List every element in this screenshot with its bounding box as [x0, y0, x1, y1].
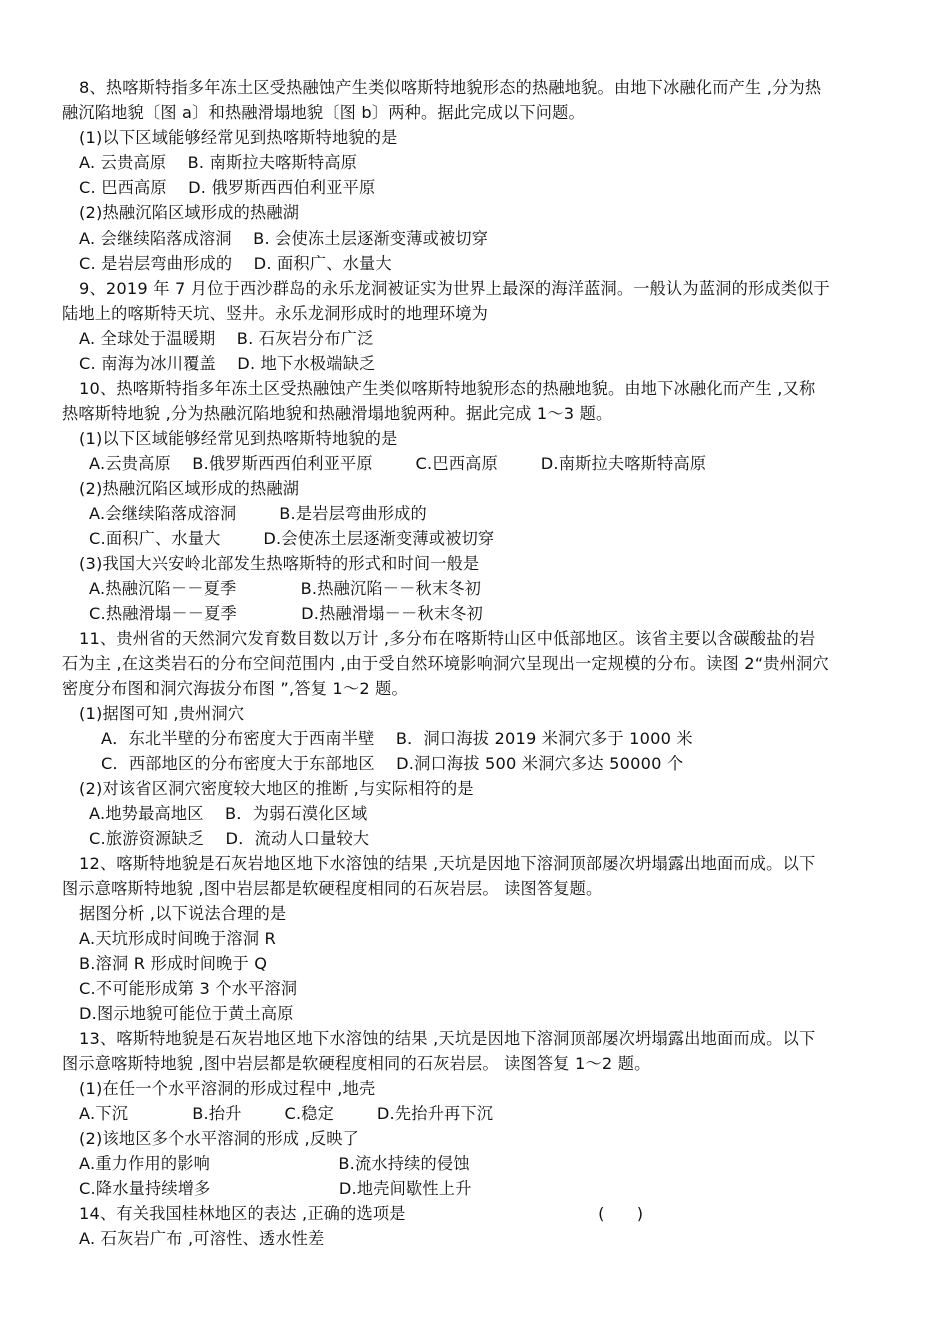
q12-stem-line2: 图示意喀斯特地貌 ,图中岩层都是软硬程度相同的石灰岩层。 读图答复题。	[62, 879, 603, 898]
q13-sub1-options: A.下沉 B.抬升 C.稳定 D.先抬升再下沉	[79, 1104, 494, 1123]
q13-sub2: (2)该地区多个水平溶洞的形成 ,反映了	[79, 1129, 360, 1148]
q10-sub2-options-ab: A.会继续陷落成溶洞 B.是岩层弯曲形成的	[89, 504, 427, 523]
q10-sub1: (1)以下区域能够经常见到热喀斯特地貌的是	[79, 429, 398, 448]
q8-stem-line1: 8、热喀斯特指多年冻土区受热融蚀产生类似喀斯特地貌形态的热融地貌。由地下冰融化而产生 ,分为热	[79, 78, 822, 97]
q10-sub3-options-ab: A.热融沉陷－－夏季 B.热融沉陷－－秋末冬初	[89, 579, 482, 598]
q10-stem-line2: 热喀斯特地貌 ,分为热融沉陷地貌和热融滑塌地貌两种。据此完成 1～3 题。	[62, 404, 613, 423]
q8-sub1: (1)以下区域能够经常见到热喀斯特地貌的是	[79, 128, 398, 147]
q11-sub2-options-ab: A.地势最高地区 B．为弱石漠化区域	[89, 804, 368, 823]
q11-sub2: (2)对该省区洞穴密度较大地区的推断 ,与实际相符的是	[79, 779, 474, 798]
q13-sub1: (1)在任一个水平溶洞的形成过程中 ,地壳	[79, 1079, 376, 1098]
q9-stem-line1: 9、2019 年 7 月位于西沙群岛的永乐龙洞被证实为世界上最深的海洋蓝洞。一般认为蓝洞的形成类似于	[79, 279, 830, 298]
q12-option-c: C.不可能形成第 3 个水平溶洞	[79, 979, 298, 998]
q8-sub2-options-ab: A. 会继续陷落成溶洞 B. 会使冻土层逐渐变薄或被切穿	[79, 229, 489, 248]
q8-sub1-options-cd: C. 巴西高原 D. 俄罗斯西西伯利亚平原	[79, 178, 376, 197]
q10-sub3-options-cd: C.热融滑塌－－夏季 D.热融滑塌－－秋末冬初	[89, 604, 483, 623]
q14-stem: 14、有关我国桂林地区的表达 ,正确的选项是 ( )	[79, 1204, 644, 1223]
q11-sub1-options-ab: A．东北半壁的分布密度大于西南半壁 B．洞口海拔 2019 米洞穴多于 1000 米	[101, 729, 693, 748]
q10-sub3: (3)我国大兴安岭北部发生热喀斯特的形式和时间一般是	[79, 554, 480, 573]
q13-stem-line1: 13、喀斯特地貌是石灰岩地区地下水溶蚀的结果 ,天坑是因地下溶洞顶部屡次坍塌露出地面而成。以下	[79, 1029, 816, 1048]
q12-option-a: A.天坑形成时间晚于溶洞 R	[79, 929, 277, 948]
q11-stem-line1: 11、贵州省的天然洞穴发育数目数以万计 ,多分布在喀斯特山区中低部地区。该省主要以含碳酸盐的岩	[79, 629, 816, 648]
q12-stem-line1: 12、喀斯特地貌是石灰岩地区地下水溶蚀的结果 ,天坑是因地下溶洞顶部屡次坍塌露出地面而成。以下	[79, 854, 816, 873]
q12-option-b: B.溶洞 R 形成时间晚于 Q	[79, 954, 268, 973]
q8-sub1-options-ab: A. 云贵高原 B. 南斯拉夫喀斯特高原	[79, 153, 358, 172]
q11-sub2-options-cd: C.旅游资源缺乏 D．流动人口量较大	[89, 829, 370, 848]
q8-sub2-options-cd: C. 是岩层弯曲形成的 D. 面积广、水量大	[79, 254, 392, 273]
q12-option-d: D.图示地貌可能位于黄土高原	[79, 1004, 294, 1023]
q11-sub1-options-cd: C．西部地区的分布密度大于东部地区 D.洞口海拔 500 米洞穴多达 50000 个	[101, 754, 684, 773]
q8-sub2: (2)热融沉陷区域形成的热融湖	[79, 203, 300, 222]
q13-sub2-options-ab: A.重力作用的影响 B.流水持续的侵蚀	[79, 1154, 470, 1173]
q14-option-a: A. 石灰岩广布 ,可溶性、透水性差	[79, 1229, 325, 1248]
q8-stem-line2: 融沉陷地貌〔图 a〕和热融滑塌地貌〔图 b〕两种。据此完成以下问题。	[62, 103, 585, 122]
q11-stem-line3: 密度分布图和洞穴海拔分布图 ”,答复 1～2 题。	[62, 679, 408, 698]
q9-stem-line2: 陆地上的喀斯特天坑、竖井。永乐龙洞形成时的地理环境为	[62, 304, 489, 323]
q12-question: 据图分析 ,以下说法合理的是	[79, 904, 287, 923]
q10-sub2: (2)热融沉陷区域形成的热融湖	[79, 479, 300, 498]
q9-options-ab: A. 全球处于温暖期 B. 石灰岩分布广泛	[79, 329, 374, 348]
q11-sub1: (1)据图可知 ,贵州洞穴	[79, 704, 245, 723]
q13-sub2-options-cd: C.降水量持续增多 D.地壳间歇性上升	[79, 1179, 472, 1198]
q10-sub2-options-cd: C.面积广、水量大 D.会使冻土层逐渐变薄或被切穿	[89, 529, 495, 548]
q10-stem-line1: 10、热喀斯特指多年冻土区受热融蚀产生类似喀斯特地貌形态的热融地貌。由地下冰融化而产生 ,又称	[79, 379, 816, 398]
q9-options-cd: C. 南海为冰川覆盖 D. 地下水极端缺乏	[79, 354, 376, 373]
q10-sub1-options: A.云贵高原 B.俄罗斯西西伯利亚平原 C.巴西高原 D.南斯拉夫喀斯特高原	[89, 454, 707, 473]
q13-stem-line2: 图示意喀斯特地貌 ,图中岩层都是软硬程度相同的石灰岩层。 读图答复 1～2 题。	[62, 1054, 651, 1073]
q11-stem-line2: 石为主 ,在这类岩石的分布空间范围内 ,由于受自然环境影响洞穴呈现出一定规模的分布。读图 2“贵州洞穴	[62, 654, 829, 673]
